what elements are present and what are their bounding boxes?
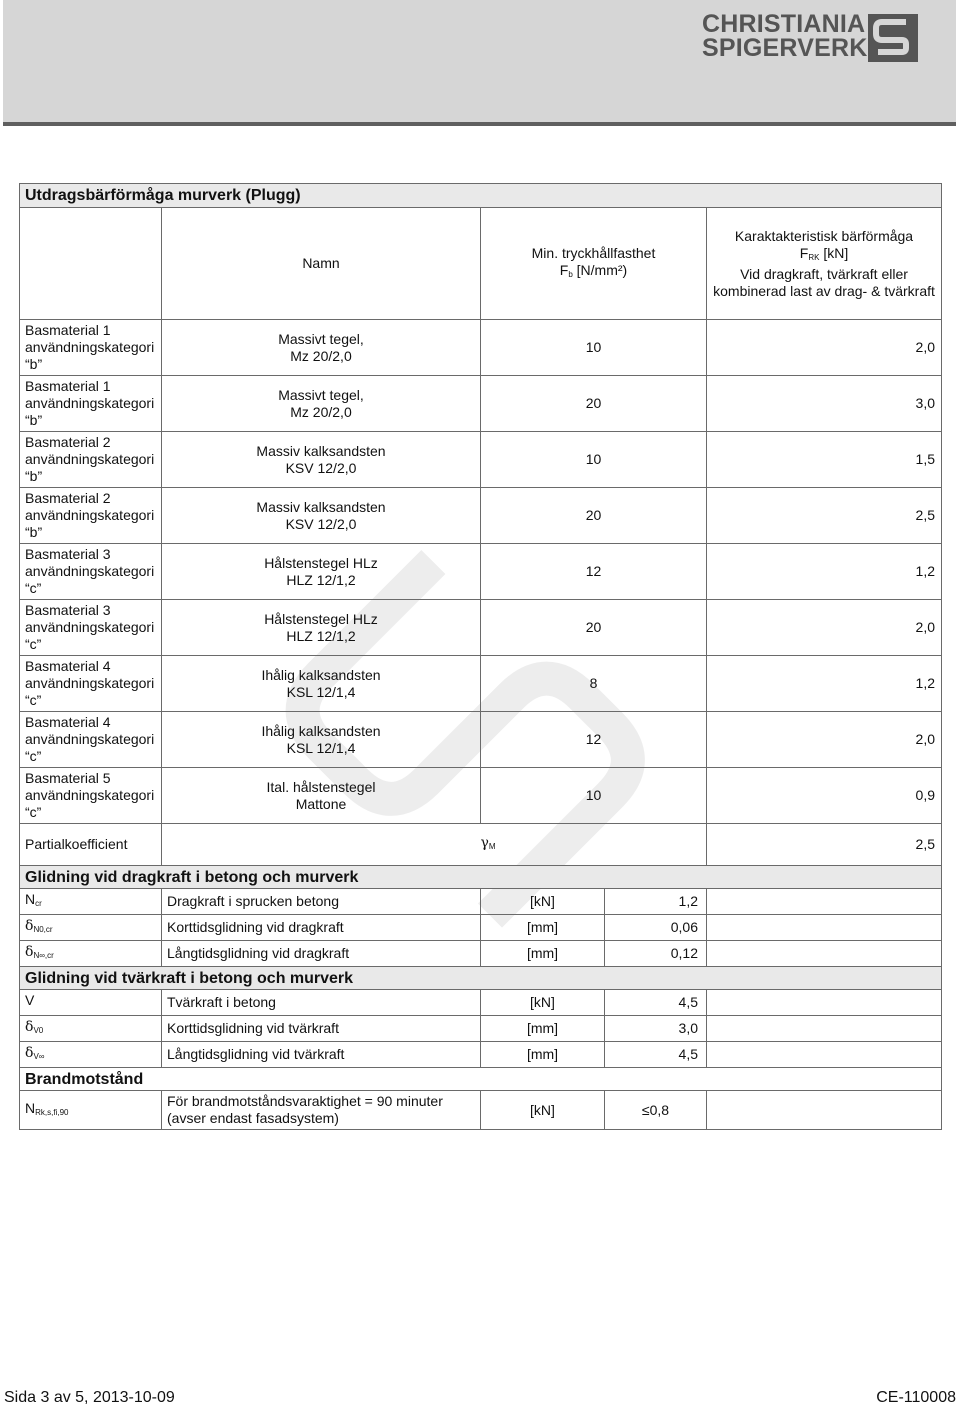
header-char-unit: [kN] (819, 244, 849, 261)
description: Långtidsglidning vid dragkraft (162, 941, 481, 967)
brand-sub: Rk,s,fi,90 (35, 1107, 69, 1117)
table-row (20, 488, 942, 544)
section-brand-title: Brandmotstånd (20, 1068, 942, 1091)
category-label: användningskategori “b” (25, 339, 155, 372)
header-strength-sub: b (568, 269, 573, 279)
header-char-sub: RK (808, 252, 820, 262)
table-row (20, 1016, 942, 1042)
name-line-2: Mattone (295, 795, 347, 812)
description: Korttidsglidning vid tvärkraft (162, 1016, 481, 1042)
material-label: Basmaterial 2 (25, 490, 111, 506)
name-line-2: Mz 20/2,0 (290, 403, 352, 420)
name-line-2: KSL 12/1,4 (286, 683, 356, 700)
header-rule (3, 122, 956, 126)
name-line-2: Mz 20/2,0 (290, 347, 352, 364)
capacity-value: 2,0 (707, 712, 942, 768)
brand-line-2: SPIGERVERK (702, 34, 868, 62)
material-label: Basmaterial 5 (25, 770, 111, 786)
value: 3,0 (605, 1016, 707, 1042)
table-row (20, 889, 942, 915)
material-cell (20, 656, 162, 712)
section-drag-title: Glidning vid dragkraft i betong och murverk (20, 866, 942, 889)
table-row (20, 600, 942, 656)
symbol-cell (20, 889, 162, 915)
name-line-1: Massivt tegel, (278, 330, 364, 347)
strength-value: 10 (481, 320, 707, 376)
table-row (20, 915, 942, 941)
category-label: användningskategori “c” (25, 563, 155, 596)
unit: [mm] (481, 1016, 605, 1042)
symbol: δ (25, 1019, 34, 1035)
table-row (20, 432, 942, 488)
name-cell (162, 712, 481, 768)
name-line-1: Massiv kalksandsten (256, 498, 386, 515)
name-line-2: KSL 12/1,4 (286, 739, 356, 756)
material-label: Basmaterial 2 (25, 434, 111, 450)
brand-value: ≤0,8 (605, 1091, 707, 1130)
name-line-1: Massiv kalksandsten (256, 442, 386, 459)
name-line-1: Massivt tegel, (278, 386, 364, 403)
table-row (20, 941, 942, 967)
capacity-value: 0,9 (707, 768, 942, 824)
name-line-1: Hålstenstegel HLz (264, 610, 378, 627)
header-strength-unit: [N/mm²) (572, 261, 628, 278)
name-cell (162, 488, 481, 544)
table-row (20, 656, 942, 712)
capacity-value: 1,2 (707, 656, 942, 712)
header-char-sym: F (799, 244, 809, 261)
unit: [mm] (481, 1042, 605, 1068)
symbol: δ (25, 918, 34, 934)
brand-empty (707, 1091, 942, 1130)
symbol-cell (20, 915, 162, 941)
name-line-2: HLZ 12/1,2 (286, 571, 356, 588)
brand-symbol (20, 1091, 162, 1130)
header-strength (481, 208, 707, 320)
unit: [kN] (481, 889, 605, 915)
strength-value: 10 (481, 768, 707, 824)
empty-cell (707, 1042, 942, 1068)
material-cell (20, 712, 162, 768)
name-line-1: Hålstenstegel HLz (264, 554, 378, 571)
footer-doc-id: CE-110008 (876, 1389, 956, 1406)
capacity-value: 1,2 (707, 544, 942, 600)
material-cell (20, 488, 162, 544)
strength-value: 10 (481, 432, 707, 488)
capacity-value: 2,0 (707, 600, 942, 656)
section-tvar-title: Glidning vid tvärkraft i betong och murverk (20, 967, 942, 990)
capacity-value: 1,5 (707, 432, 942, 488)
partial-blank (162, 824, 481, 866)
name-line-1: Ihålig kalksandsten (261, 666, 381, 683)
capacity-value: 2,0 (707, 320, 942, 376)
symbol-sub: cr (35, 899, 42, 908)
category-label: användningskategori “c” (25, 787, 155, 820)
unit: [mm] (481, 941, 605, 967)
footer-page: Sida 3 av 5, 2013-10-09 (4, 1389, 175, 1406)
strength-value: 20 (481, 376, 707, 432)
empty-cell (707, 889, 942, 915)
name-line-2: KSV 12/2,0 (285, 459, 357, 476)
empty-cell (707, 990, 942, 1016)
capacity-value: 3,0 (707, 376, 942, 432)
symbol-cell (20, 941, 162, 967)
material-label: Basmaterial 3 (25, 602, 111, 618)
brand-logo (702, 12, 922, 64)
name-cell (162, 376, 481, 432)
header-char-capacity (707, 208, 942, 320)
name-line-2: KSV 12/2,0 (285, 515, 357, 532)
name-line-1: Ital. hålstenstegel (266, 778, 376, 795)
category-label: användningskategori “c” (25, 619, 155, 652)
material-label: Basmaterial 4 (25, 658, 111, 674)
symbol-sub: N∞,cr (33, 951, 54, 960)
table-title: Utdragsbärförmåga murverk (Plugg) (20, 184, 942, 208)
value: 0,06 (605, 915, 707, 941)
material-label: Basmaterial 1 (25, 378, 111, 394)
partial-value: 2,5 (707, 824, 942, 866)
material-cell (20, 432, 162, 488)
brand-desc-2: (avser endast fasadsystem) (167, 1110, 339, 1126)
strength-value: 20 (481, 600, 707, 656)
symbol-sub: V0 (33, 1026, 44, 1035)
brand-name (702, 12, 867, 60)
material-label: Basmaterial 3 (25, 546, 111, 562)
name-cell (162, 656, 481, 712)
symbol: N (25, 891, 36, 907)
name-cell (162, 768, 481, 824)
strength-value: 20 (481, 488, 707, 544)
unit: [kN] (481, 990, 605, 1016)
partial-symbol (481, 824, 707, 866)
symbol-sub: V∞ (33, 1052, 45, 1061)
empty-cell (707, 941, 942, 967)
value: 4,5 (605, 990, 707, 1016)
capacity-value: 2,5 (707, 488, 942, 544)
partial-sub: M (488, 842, 496, 851)
header-blank (20, 208, 162, 320)
material-cell (20, 376, 162, 432)
material-label: Basmaterial 4 (25, 714, 111, 730)
value: 1,2 (605, 889, 707, 915)
table-row (20, 1042, 942, 1068)
brand-desc (162, 1091, 481, 1130)
symbol: V (25, 992, 35, 1008)
category-label: användningskategori “b” (25, 507, 155, 540)
brand-unit: [kN] (481, 1091, 605, 1130)
symbol: δ (25, 1045, 34, 1061)
unit: [mm] (481, 915, 605, 941)
symbol-sub: N0,cr (33, 925, 53, 934)
description: Långtidsglidning vid tvärkraft (162, 1042, 481, 1068)
symbol-cell (20, 1016, 162, 1042)
category-label: användningskategori “c” (25, 731, 155, 764)
strength-value: 12 (481, 544, 707, 600)
description: Tvärkraft i betong (162, 990, 481, 1016)
partial-sym: γ (480, 835, 489, 851)
header-char-line: Karaktakteristisk bärförmåga (734, 227, 914, 244)
description: Dragkraft i sprucken betong (162, 889, 481, 915)
name-line-1: Ihålig kalksandsten (261, 722, 381, 739)
value: 4,5 (605, 1042, 707, 1068)
category-label: användningskategori “c” (25, 675, 155, 708)
header-char-rest: Vid dragkraft, tvärkraft eller kombinerad last av drag- & tvärkraft (713, 265, 935, 299)
table-row (20, 712, 942, 768)
header-strength-line: Min. tryckhållfasthet (531, 244, 656, 261)
cs-logo-icon (868, 14, 918, 62)
table-row (20, 990, 942, 1016)
strength-value: 12 (481, 712, 707, 768)
symbol-cell (20, 1042, 162, 1068)
symbol-cell (20, 990, 162, 1016)
material-cell (20, 768, 162, 824)
header-strength-sym: F (559, 261, 569, 278)
brand-sym: N (25, 1099, 36, 1116)
material-cell (20, 600, 162, 656)
empty-cell (707, 1016, 942, 1042)
name-cell (162, 600, 481, 656)
table-row (20, 376, 942, 432)
name-cell (162, 320, 481, 376)
table-row (20, 320, 942, 376)
category-label: användningskategori “b” (25, 395, 155, 428)
category-label: användningskategori “b” (25, 451, 155, 484)
symbol: δ (25, 944, 34, 960)
partial-label: Partialkoefficient (20, 824, 162, 866)
name-cell (162, 544, 481, 600)
value: 0,12 (605, 941, 707, 967)
material-cell (20, 320, 162, 376)
brand-line-1: CHRISTIANIA (702, 10, 866, 38)
empty-cell (707, 915, 942, 941)
material-label: Basmaterial 1 (25, 322, 111, 338)
pull-out-capacity-table (19, 183, 942, 1130)
brand-desc-1: För brandmotståndsvaraktighet = 90 minuter (167, 1093, 443, 1109)
name-line-2: HLZ 12/1,2 (286, 627, 356, 644)
strength-value: 8 (481, 656, 707, 712)
table-row (20, 768, 942, 824)
material-cell (20, 544, 162, 600)
table-row (20, 544, 942, 600)
header-name: Namn (162, 208, 481, 320)
description: Korttidsglidning vid dragkraft (162, 915, 481, 941)
name-cell (162, 432, 481, 488)
